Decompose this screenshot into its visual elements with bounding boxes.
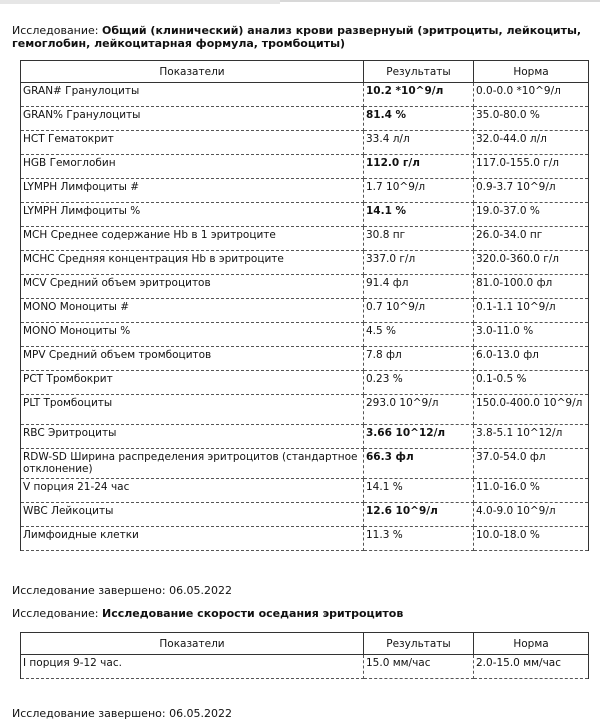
header-result: Результаты <box>364 633 474 655</box>
study-title: Исследование скорости оседания эритроцитов <box>102 607 404 620</box>
norm-cell: 19.0-37.0 % <box>474 203 589 227</box>
table-row <box>21 107 589 131</box>
result-cell: 0.7 10^9/л <box>364 299 474 323</box>
norm-cell: 3.0-11.0 % <box>474 323 589 347</box>
indicator-cell: MCHC Средняя концентрация Hb в эритроците <box>21 251 364 275</box>
header-indicator: Показатели <box>21 633 364 655</box>
norm-cell: 35.0-80.0 % <box>474 107 589 131</box>
result-cell: 14.1 % <box>364 203 474 227</box>
norm-cell: 3.8-5.1 10^12/л <box>474 425 589 449</box>
norm-cell: 320.0-360.0 г/л <box>474 251 589 275</box>
result-cell: 112.0 г/л <box>364 155 474 179</box>
result-cell: 11.3 % <box>364 527 474 551</box>
norm-cell: 150.0-400.0 10^9/л <box>474 395 589 425</box>
table-row <box>21 371 589 395</box>
table-row <box>21 479 589 503</box>
table-row <box>21 395 589 425</box>
norm-cell: 2.0-15.0 мм/час <box>474 655 589 679</box>
table-header-row <box>21 633 589 655</box>
blood-test-results-table <box>20 60 589 551</box>
indicator-cell: GRAN% Гранулоциты <box>21 107 364 131</box>
study-completed-esr: Исследование завершено: 06.05.2022 <box>12 707 233 720</box>
result-cell: 14.1 % <box>364 479 474 503</box>
table-row <box>21 227 589 251</box>
norm-cell: 0.1-0.5 % <box>474 371 589 395</box>
norm-cell: 32.0-44.0 л/л <box>474 131 589 155</box>
table-row <box>21 299 589 323</box>
indicator-cell: I порция 9-12 час. <box>21 655 364 679</box>
norm-cell: 0.0-0.0 *10^9/л <box>474 83 589 107</box>
study-label: Исследование: <box>12 24 102 37</box>
table-row <box>21 155 589 179</box>
study-title: Общий (клинический) анализ крови развернуый (эритроциты, лейкоциты, гемоглобин, лейкоцитарная формула, тромбоциты) <box>12 24 582 50</box>
indicator-cell: RDW-SD Ширина распределения эритроцитов (стандартное отклонение) <box>21 449 364 479</box>
study-header-esr <box>12 607 592 620</box>
indicator-cell: PCT Тромбокрит <box>21 371 364 395</box>
result-cell: 15.0 мм/час <box>364 655 474 679</box>
indicator-cell: WBC Лейкоциты <box>21 503 364 527</box>
indicator-cell: Лимфоидные клетки <box>21 527 364 551</box>
indicator-cell: RBC Эритроциты <box>21 425 364 449</box>
indicator-cell: V порция 21-24 час <box>21 479 364 503</box>
result-cell: 7.8 фл <box>364 347 474 371</box>
norm-cell: 11.0-16.0 % <box>474 479 589 503</box>
result-cell: 3.66 10^12/л <box>364 425 474 449</box>
norm-cell: 10.0-18.0 % <box>474 527 589 551</box>
header-norm: Норма <box>474 633 589 655</box>
table-row <box>21 449 589 479</box>
result-cell: 66.3 фл <box>364 449 474 479</box>
result-cell: 0.23 % <box>364 371 474 395</box>
result-cell: 12.6 10^9/л <box>364 503 474 527</box>
table-row <box>21 251 589 275</box>
indicator-cell: MONO Моноциты # <box>21 299 364 323</box>
indicator-cell: MONO Моноциты % <box>21 323 364 347</box>
norm-cell: 4.0-9.0 10^9/л <box>474 503 589 527</box>
indicator-cell: HGB Гемоглобин <box>21 155 364 179</box>
norm-cell: 0.1-1.1 10^9/л <box>474 299 589 323</box>
norm-cell: 37.0-54.0 фл <box>474 449 589 479</box>
table-row <box>21 83 589 107</box>
study-header-blood-test <box>12 24 592 50</box>
table-row <box>21 275 589 299</box>
result-cell: 337.0 г/л <box>364 251 474 275</box>
result-cell: 91.4 фл <box>364 275 474 299</box>
norm-cell: 6.0-13.0 фл <box>474 347 589 371</box>
table-row <box>21 425 589 449</box>
norm-cell: 0.9-3.7 10^9/л <box>474 179 589 203</box>
indicator-cell: MCH Среднее содержание Hb в 1 эритроците <box>21 227 364 251</box>
header-indicator: Показатели <box>21 61 364 83</box>
table-row <box>21 203 589 227</box>
study-completed-blood-test: Исследование завершено: 06.05.2022 <box>12 584 233 597</box>
header-norm: Норма <box>474 61 589 83</box>
result-cell: 30.8 пг <box>364 227 474 251</box>
study-label: Исследование: <box>12 607 102 620</box>
result-cell: 33.4 л/л <box>364 131 474 155</box>
norm-cell: 81.0-100.0 фл <box>474 275 589 299</box>
table-row <box>21 527 589 551</box>
result-cell: 1.7 10^9/л <box>364 179 474 203</box>
indicator-cell: GRAN# Гранулоциты <box>21 83 364 107</box>
table-row <box>21 655 589 679</box>
result-cell: 10.2 *10^9/л <box>364 83 474 107</box>
norm-cell: 26.0-34.0 пг <box>474 227 589 251</box>
result-cell: 4.5 % <box>364 323 474 347</box>
indicator-cell: MCV Средний объем эритроцитов <box>21 275 364 299</box>
indicator-cell: PLT Тромбоциты <box>21 395 364 425</box>
header-result: Результаты <box>364 61 474 83</box>
table-row <box>21 131 589 155</box>
table-row <box>21 323 589 347</box>
indicator-cell: LYMPH Лимфоциты # <box>21 179 364 203</box>
table-row <box>21 503 589 527</box>
result-cell: 293.0 10^9/л <box>364 395 474 425</box>
result-cell: 81.4 % <box>364 107 474 131</box>
table-row <box>21 347 589 371</box>
table-row <box>21 179 589 203</box>
indicator-cell: MPV Средний объем тромбоцитов <box>21 347 364 371</box>
indicator-cell: LYMPH Лимфоциты % <box>21 203 364 227</box>
norm-cell: 117.0-155.0 г/л <box>474 155 589 179</box>
esr-results-table <box>20 632 589 679</box>
table-header-row <box>21 61 589 83</box>
indicator-cell: HCT Гематокрит <box>21 131 364 155</box>
top-scroll-shade <box>0 0 280 4</box>
